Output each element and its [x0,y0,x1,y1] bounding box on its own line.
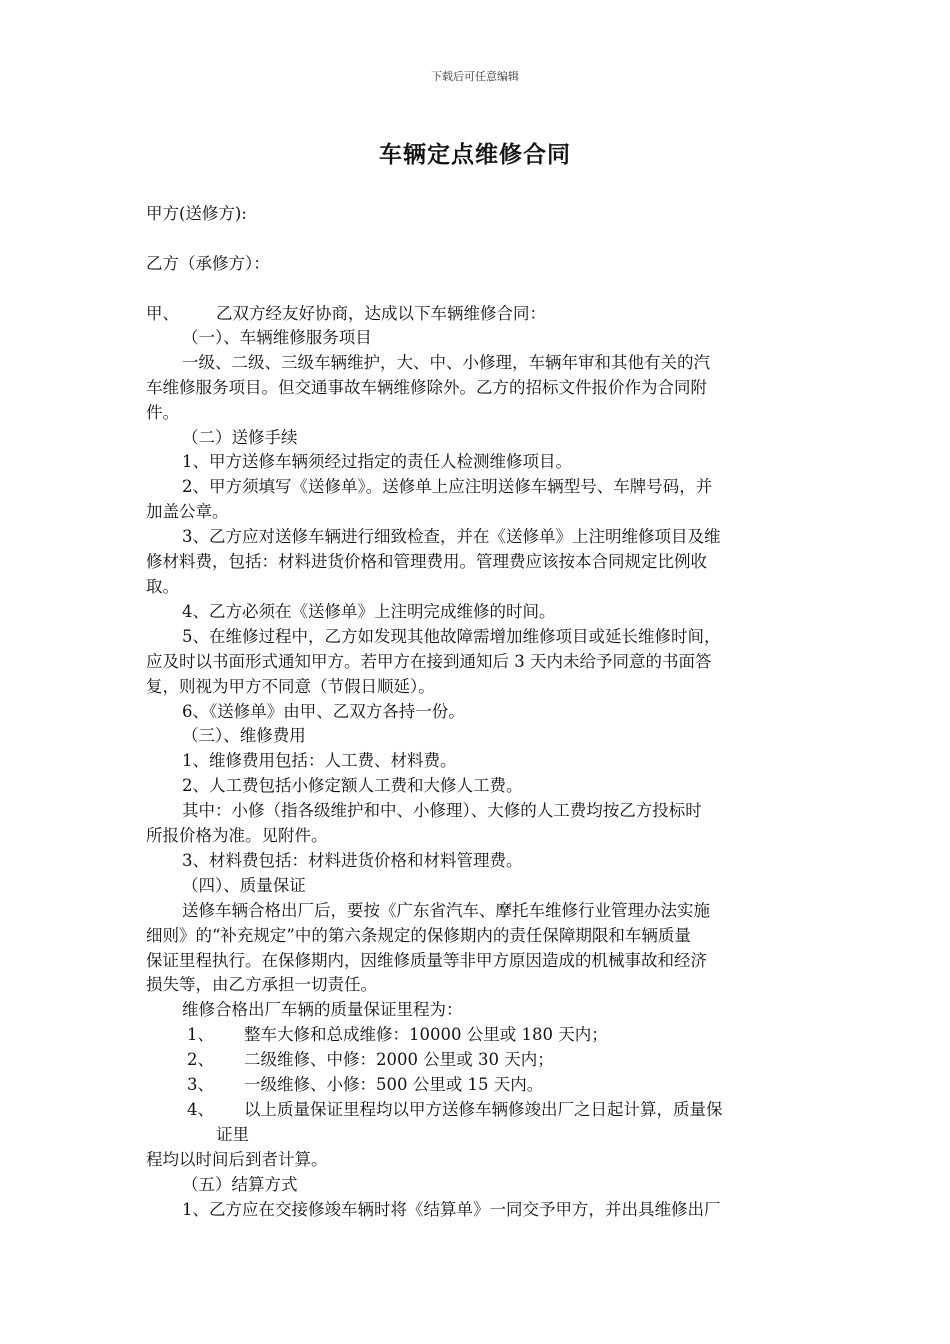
paragraph-line: 复，则视为甲方不同意（节假日顺延）。 [146,677,435,696]
paragraph-line: 其中：小修（指各级维护和中、小修理）、大修的人工费均按乙方投标时 [182,801,702,820]
header-note: 下载后可任意编辑 [431,70,519,83]
party-b-line: 乙方（承修方）： [146,254,270,273]
list-number: 3、 [187,1075,214,1094]
list-item-continuation: 证里 [216,1125,249,1144]
document-title: 车辆定点维修合同 [379,142,571,168]
paragraph-line: 加盖公章。 [146,502,229,521]
paragraph-line: 3、乙方应对送修车辆进行细致检查，并在《送修单》上注明维修项目及维 [182,527,721,546]
paragraph-line: 4、乙方必须在《送修单》上注明完成维修的时间。 [182,602,556,621]
section-heading: （三）、维修费用 [182,726,306,745]
paragraph-line: 5、在维修过程中，乙方如发现其他故障需增加维修项目或延长维修时间， [182,627,721,646]
paragraph-line: 维修合格出厂车辆的质量保证里程为： [182,1000,463,1019]
list-item-text: 整车大修和总成维修：10000 公里或 180 天内； [244,1025,608,1044]
intro-text: 乙双方经友好协商，达成以下车辆维修合同： [216,304,546,323]
section-heading: （五）结算方式 [182,1175,298,1194]
paragraph-line: 损失等，由乙方承担一切责任。 [146,975,377,994]
paragraph-line: 取。 [146,577,179,596]
paragraph-line: 应及时以书面形式通知甲方。若甲方在接到通知后 3 天内未给予同意的书面答 [146,652,712,671]
paragraph-line: 程均以时间后到者计算。 [146,1150,328,1169]
section-heading: （一）、车辆维修服务项目 [182,328,372,347]
section-heading: （二）送修手续 [182,428,298,447]
paragraph-line: 2、人工费包括小修定额人工费和大修人工费。 [182,776,523,795]
paragraph-line: 修材料费，包括：材料进货价格和管理费用。管理费应该按本合同规定比例收 [146,552,707,571]
paragraph-line: 件。 [146,403,179,422]
paragraph-line: 1、维修费用包括：人工费、材料费。 [182,751,457,770]
party-a-line: 甲方(送修方): [146,204,247,223]
paragraph-line: 2、甲方须填写《送修单》。送修单上应注明送修车辆型号、车牌号码，并 [182,477,713,496]
paragraph-line: 1、甲方送修车辆须经过指定的责任人检测维修项目。 [182,452,572,471]
paragraph-line: 1、乙方应在交接修竣车辆时将《结算单》一同交予甲方，并出具维修出厂 [182,1200,721,1219]
list-number: 1、 [187,1025,214,1044]
paragraph-line: 细则》的“补充规定”中的第六条规定的保修期内的责任保障期限和车辆质量 [146,926,691,945]
list-item-text: 二级维修、中修：2000 公里或 30 天内； [244,1050,554,1069]
paragraph-line: 3、材料费包括：材料进货价格和材料管理费。 [182,851,523,870]
section-heading: （四）、质量保证 [182,876,306,895]
paragraph-line: 车维修服务项目。但交通事故车辆维修除外。乙方的招标文件报价作为合同附 [146,378,707,397]
paragraph-line: 保证里程执行。在保修期内，因维修质量等非甲方原因造成的机械事故和经济 [146,951,707,970]
list-item-text: 一级维修、小修：500 公里或 15 天内。 [244,1075,544,1094]
paragraph-line: 一级、二级、三级车辆维护，大、中、小修理，车辆年审和其他有关的汽 [182,353,710,372]
list-item-text: 以上质量保证里程均以甲方送修车辆修竣出厂之日起计算，质量保 [244,1100,723,1119]
paragraph-line: 所报价格为准。见附件。 [146,826,328,845]
paragraph-line: 6、《送修单》由甲、乙双方各持一份。 [182,702,465,721]
intro-prefix: 甲、 [146,304,179,323]
list-number: 4、 [187,1100,214,1119]
paragraph-line: 送修车辆合格出厂后，要按《广东省汽车、摩托车维修行业管理办法实施 [182,901,710,920]
list-number: 2、 [187,1050,214,1069]
